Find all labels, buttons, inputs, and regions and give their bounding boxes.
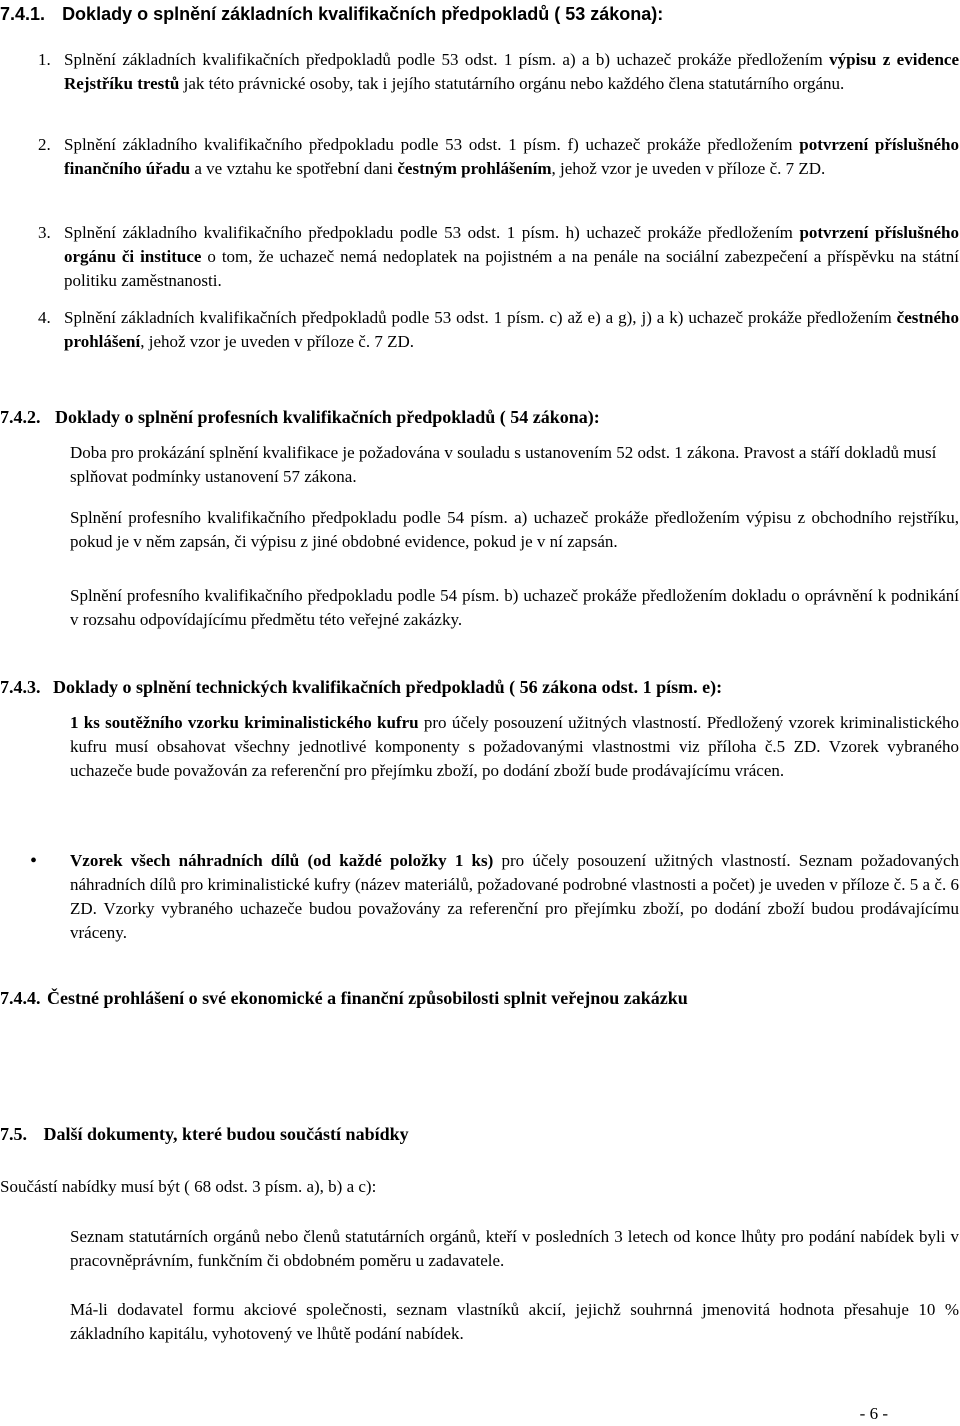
bullet-icon: • bbox=[30, 850, 38, 872]
list-item-text: Splnění základních kvalifikačních předpokladů podle 53 odst. 1 písm. a) a b) uchazeč prokáže předložením výpisu z evidence Rejstříku trestů jak této právnické osoby, tak i jejího statutárního orgánu nebo každého člena statutárního orgánu. bbox=[64, 50, 960, 93]
paragraph: Splnění profesního kvalifikačního předpokladu podle 54 písm. b) uchazeč prokáže předložením dokladu o oprávnění k podnikání v rozsahu odpovídajícímu předmětu této veřejné zakázky. bbox=[70, 586, 959, 629]
section-title: Další dokumenty, které budou součástí nabídky bbox=[43, 1124, 409, 1144]
paragraph: Splnění profesního kvalifikačního předpokladu podle 54 písm. a) uchazeč prokáže předložením výpisu z obchodního rejstříku, pokud je v něm zapsán, či výpisu z jiné obdobné evidence, pokud je v ní zapsán. bbox=[70, 508, 959, 551]
paragraph: Má-li dodavatel formu akciové společnosti, seznam vlastníků akcií, jejichž souhrnná jmenovitá hodnota přesahuje 10 % základního kapitálu, vyhotovený ve lhůtě podání nabídek. bbox=[70, 1300, 959, 1343]
section-heading-743 bbox=[0, 675, 722, 699]
list-item-number: 1. bbox=[38, 50, 51, 69]
list-item-text: Splnění základního kvalifikačního předpokladu podle 53 odst. 1 písm. f) uchazeč prokáže předložením potvrzení příslušného finančního úřadu a ve vztahu ke spotřební dani čestným prohlášením, jehož vzor je uveden v příloze č. 7 ZD. bbox=[64, 135, 959, 178]
section-number: 7.4.2. bbox=[0, 407, 41, 427]
paragraph: Seznam statutárních orgánů nebo členů statutárních orgánů, kteří v posledních 3 letech od konce lhůty pro podání nabídek byli v pracovněprávním, funkčním či obdobném poměru u zadavatele. bbox=[70, 1227, 959, 1270]
list-item-number: 3. bbox=[38, 223, 51, 242]
section-heading-741 bbox=[0, 2, 663, 26]
section-heading-744 bbox=[0, 986, 688, 1010]
section-number: 7.4.1. bbox=[0, 4, 46, 24]
section-number: 7.4.3. bbox=[0, 677, 41, 697]
bullet-paragraph: Vzorek všech náhradních dílů (od každé položky 1 ks) pro účely posouzení užitných vlastností. Seznam požadovaných náhradních dílů pro kriminalistické kufry (název materiálů, požadované podrobné vlastnosti a počet) je uveden v příloze č. 5 a č. 6 ZD. Vzorky vybraného uchazeče budou považovány za referenční pro přejímku zboží, po dodání zboží budou prodávajícímu vráceny. bbox=[70, 851, 959, 942]
list-item-number: 2. bbox=[38, 135, 51, 154]
paragraph: 1 ks soutěžního vzorku kriminalistického kufru pro účely posouzení užitných vlastností. Předložený vzorek kriminalistického kufru musí obsahovat všechny jednotlivé komponenty s požadovanými vlastnostmi viz příloha č.5 ZD. Vzorek vybraného uchazeče bude považován za referenční pro přejímku zboží, po dodání zboží bude prodávajícímu vrácen. bbox=[70, 713, 959, 780]
paragraph: Součástí nabídky musí být ( 68 odst. 3 písm. a), b) a c): bbox=[0, 1177, 377, 1196]
list-item-number: 4. bbox=[38, 308, 51, 327]
section-heading-742 bbox=[0, 405, 600, 429]
section-title: Doklady o splnění technických kvalifikačních předpokladů ( 56 zákona odst. 1 písm. e): bbox=[53, 677, 723, 697]
section-number: 7.4.4. bbox=[0, 988, 41, 1008]
section-heading-75 bbox=[0, 1122, 409, 1146]
section-title: Čestné prohlášení o své ekonomické a finanční způsobilosti splnit veřejnou zakázku bbox=[47, 988, 688, 1008]
section-title: Doklady o splnění profesních kvalifikačních předpokladů ( 54 zákona): bbox=[55, 407, 600, 427]
paragraph: Doba pro prokázání splnění kvalifikace je požadována v souladu s ustanovením 52 odst. 1 zákona. Pravost a stáří dokladů musí splňovat podmínky ustanovení 57 zákona. bbox=[70, 443, 937, 486]
section-title: Doklady o splnění základních kvalifikačních předpokladů ( 53 zákona): bbox=[62, 4, 664, 24]
list-item-text: Splnění základního kvalifikačního předpokladu podle 53 odst. 1 písm. h) uchazeč prokáže předložením potvrzení příslušného orgánu či instituce o tom, že uchazeč nemá nedoplatek na pojistném a na penále na sociální zabezpečení a příspěvku na státní politiku zaměstnanosti. bbox=[64, 223, 960, 290]
section-number: 7.5. bbox=[0, 1124, 27, 1144]
list-item-text: Splnění základních kvalifikačních předpokladů podle 53 odst. 1 písm. c) až e) a g), j) a k) uchazeč prokáže předložením čestného prohlášení, jehož vzor je uveden v příloze č. 7 ZD. bbox=[64, 308, 959, 351]
page-number: - 6 - bbox=[859, 1404, 888, 1423]
